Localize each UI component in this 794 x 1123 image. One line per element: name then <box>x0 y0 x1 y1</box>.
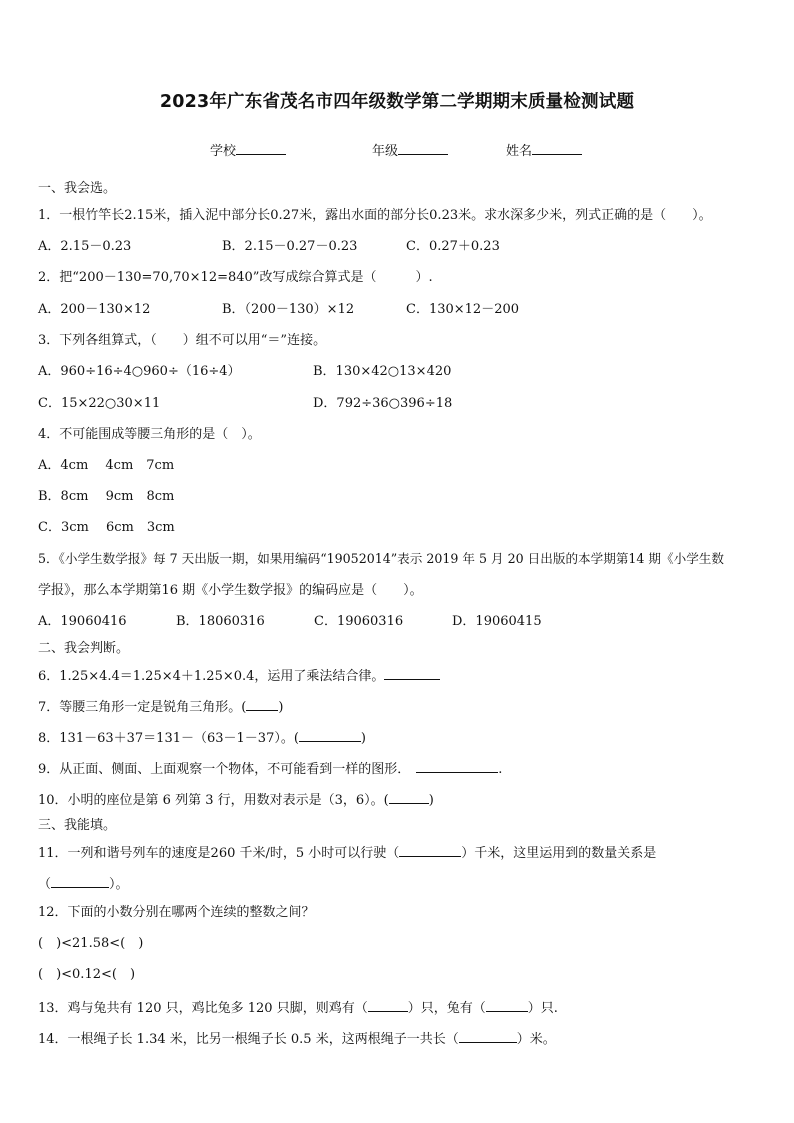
answer-blank <box>299 729 361 742</box>
section-heading: 一、我会选。 <box>38 181 117 196</box>
q5-option-c: C．19060316 <box>314 614 404 629</box>
question-4-stem: 4．不可能围成等腰三角形的是（ ）。 <box>38 427 261 442</box>
grade-label: 年级 <box>372 144 399 159</box>
question-13-part-b: ）只，兔有（ <box>407 1001 486 1016</box>
q1-option-c: C．0.27＋0.23 <box>406 239 500 254</box>
question-10-stem: 10．小明的座位是第 6 列第 3 行，用数对表示是（3，6）。( <box>38 793 389 808</box>
q4-option-c: C．3cm 6cm 3cm <box>38 520 175 535</box>
q3-option-c: C．15×22○30×11 <box>38 396 161 411</box>
question-11-stem-a: 11．一列和谐号列车的速度是260 千米/时，5 小时可以行驶（ <box>38 846 400 861</box>
question-11-stem-c: （ <box>38 877 52 892</box>
question-1-stem: 1．一根竹竿长2.15米，插入泥中部分长0.27米，露出水面的部分长0.23米。求水深多少米，列式正确的是（ ）。 <box>38 208 712 223</box>
question-8 <box>38 729 366 747</box>
question-12-row2: ( )<0.12<( ) <box>38 967 136 982</box>
school-label: 学校 <box>210 144 237 159</box>
answer-blank <box>416 760 498 773</box>
question-14 <box>38 1030 556 1048</box>
answer-blank <box>384 667 440 680</box>
answer-blank <box>389 791 429 804</box>
answer-blank <box>368 999 408 1012</box>
section-heading: 三、我能填。 <box>38 818 117 833</box>
question-9-end: . <box>498 762 503 777</box>
question-12-stem: 12．下面的小数分别在哪两个连续的整数之间？ <box>38 905 315 920</box>
question-11-stem-b: ）千米，这里运用到的数量关系是 <box>461 846 657 861</box>
page-title: 2023年广东省茂名市四年级数学第二学期期末质量检测试题 <box>159 92 635 112</box>
q2-option-b: B．（200－130）×12 <box>222 302 355 317</box>
grade-field <box>372 140 448 159</box>
question-14-part-b: ）米。 <box>516 1032 556 1047</box>
question-14-part-a: 14．一根绳子长 1.34 米，比另一根绳子长 0.5 米，这两根绳子一共长（ <box>38 1032 459 1047</box>
q3-option-b: B．130×42○13×420 <box>313 364 452 379</box>
question-11-line1 <box>38 844 656 862</box>
question-12-row1: ( )<21.58<( ) <box>38 936 144 951</box>
q4-option-b: B．8cm 9cm 8cm <box>38 489 175 504</box>
question-7-end: ) <box>278 700 284 715</box>
question-6-stem: 6．1.25×4.4＝1.25×4＋1.25×0.4，运用了乘法结合律。 <box>38 669 385 684</box>
question-13 <box>38 999 558 1017</box>
q3-option-d: D．792÷36○396÷18 <box>313 396 453 411</box>
grade-blank <box>398 141 448 155</box>
question-13-part-a: 13．鸡与兔共有 120 只，鸡比兔多 120 只脚，则鸡有（ <box>38 1001 368 1016</box>
question-9 <box>38 760 502 778</box>
q1-option-b: B．2.15－0.27－0.23 <box>222 239 358 254</box>
name-field <box>506 140 582 159</box>
q2-option-c: C．130×12－200 <box>406 302 520 317</box>
answer-blank <box>486 999 528 1012</box>
question-6 <box>38 667 440 685</box>
question-11-stem-d: ）。 <box>109 877 129 892</box>
name-label: 姓名 <box>506 144 533 159</box>
question-8-end: ) <box>360 731 366 746</box>
q5-option-a: A．19060416 <box>38 614 127 629</box>
answer-blank <box>459 1030 517 1043</box>
question-9-stem: 9．从正面、侧面、上面观察一个物体，不可能看到一样的图形． <box>38 762 411 777</box>
section-heading: 二、我会判断。 <box>38 641 130 656</box>
question-5-stem-line2: 学报》，那么本学期第16 期《小学生数学报》的编码应是（ ）。 <box>38 583 423 598</box>
q5-option-d: D．19060415 <box>452 614 542 629</box>
school-field <box>210 140 286 159</box>
question-11-line2 <box>38 875 129 893</box>
question-10 <box>38 791 434 809</box>
school-blank <box>236 141 286 155</box>
q5-option-b: B．18060316 <box>176 614 265 629</box>
question-7-stem: 7．等腰三角形一定是锐角三角形。( <box>38 700 247 715</box>
q4-option-a: A．4cm 4cm 7cm <box>38 458 175 473</box>
answer-blank <box>246 698 278 711</box>
question-8-stem: 8．131－63＋37＝131－（63－1－37）。( <box>38 731 299 746</box>
question-7 <box>38 698 283 716</box>
answer-blank <box>51 875 109 888</box>
answer-blank <box>399 844 461 857</box>
question-10-end: ) <box>428 793 434 808</box>
q3-option-a: A．960÷16÷4○960÷（16÷4） <box>38 364 241 379</box>
question-2-stem: 2．把“200－130=70,70×12=840”改写成综合算式是（ ）. <box>38 270 433 285</box>
name-blank <box>532 141 582 155</box>
question-13-part-c: ）只. <box>527 1001 558 1016</box>
q2-option-a: A．200－130×12 <box>38 302 151 317</box>
question-3-stem: 3．下列各组算式，（ ）组不可以用“＝”连接。 <box>38 333 327 348</box>
question-5-stem-line1: 5．《小学生数学报》每 7 天出版一期，如果用编码“19052014”表示 2019 年 5 月 20 日出版的本学期第14 期《小学生数 <box>38 551 724 566</box>
q1-option-a: A．2.15－0.23 <box>38 239 132 254</box>
